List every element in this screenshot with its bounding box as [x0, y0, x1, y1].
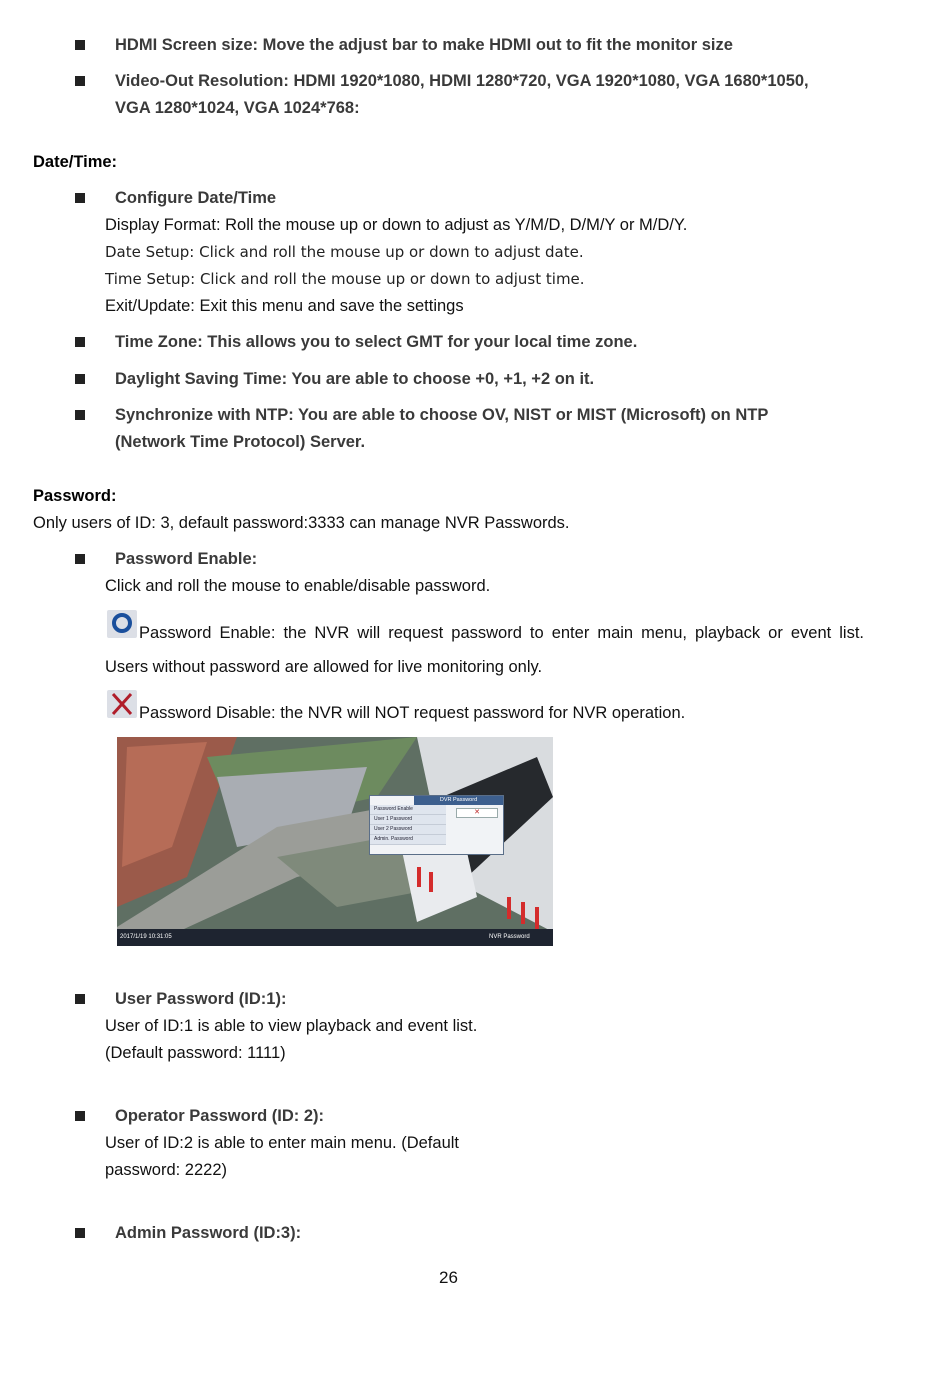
bullet-marker: [75, 337, 85, 347]
password-enable-desc: Click and roll the mouse to enable/disable password.: [105, 577, 491, 595]
bullet-marker: [75, 1111, 85, 1121]
video-out-line1: Video-Out Resolution: HDMI 1920*1080, HDMI 1280*720, VGA 1920*1080, VGA 1680*1050,: [115, 72, 809, 90]
bullet-marker: [75, 554, 85, 564]
bullet-marker: [75, 994, 85, 1004]
operator-password-line1: User of ID:2 is able to enter main menu. (Default: [105, 1134, 459, 1152]
nvr-status-bar: [117, 929, 553, 946]
operator-password-title: Operator Password (ID: 2):: [115, 1107, 325, 1125]
status-bar-label: NVR Password: [489, 934, 530, 940]
nvr-password-screenshot: [117, 737, 553, 946]
time-zone-item: Time Zone: This allows you to select GMT for your local time zone.: [115, 333, 638, 351]
page-number: 26: [439, 1268, 458, 1287]
bullet-marker: [75, 40, 85, 50]
ntp-line1: Synchronize with NTP: You are able to choose OV, NIST or MIST (Microsoft) on NTP: [115, 406, 769, 424]
user-password-line1: User of ID:1 is able to view playback and event list.: [105, 1017, 478, 1035]
dialog-row[interactable]: Password Enable: [370, 805, 446, 815]
bullet-marker: [75, 1228, 85, 1238]
password-heading: Password:: [33, 487, 117, 505]
video-out-line2: VGA 1280*1024, VGA 1024*768:: [115, 99, 360, 117]
bullet-marker: [75, 76, 85, 86]
configure-date-time: Configure Date/Time: [115, 189, 277, 207]
operator-password-line2: password: 2222): [105, 1161, 227, 1179]
status-bar-datetime: 2017/1/19 10:31:05: [120, 934, 172, 940]
user-password-title: User Password (ID:1):: [115, 990, 287, 1008]
ntp-line2: (Network Time Protocol) Server.: [115, 433, 366, 451]
user-password-line2: (Default password: 1111): [105, 1044, 286, 1062]
hdmi-screen-size-item: HDMI Screen size: Move the adjust bar to make HDMI out to fit the monitor size: [115, 36, 733, 54]
password-enable-on-line1: Password Enable: the NVR will request password to enter main menu, playback or event list.: [139, 624, 864, 642]
date-setup-text: Date Setup: Click and roll the mouse up or down to adjust date.: [105, 243, 584, 261]
exit-update-text: Exit/Update: Exit this menu and save the settings: [105, 297, 464, 315]
time-setup-text: Time Setup: Click and roll the mouse up or down to adjust time.: [105, 270, 585, 288]
display-format-text: Display Format: Roll the mouse up or down to adjust as Y/M/D, D/M/Y or M/D/Y.: [105, 216, 688, 234]
dvr-password-dialog: [369, 795, 504, 855]
dialog-row[interactable]: User 2 Password: [370, 825, 446, 835]
daylight-saving-item: Daylight Saving Time: You are able to choose +0, +1, +2 on it.: [115, 370, 595, 388]
admin-password-title: Admin Password (ID:3):: [115, 1224, 302, 1242]
bullet-marker: [75, 374, 85, 384]
password-intro: Only users of ID: 3, default password:3333 can manage NVR Passwords.: [33, 514, 570, 532]
bullet-marker: [75, 193, 85, 203]
password-enable-value[interactable]: ✕: [456, 808, 498, 818]
bullet-marker: [75, 410, 85, 420]
dialog-row[interactable]: Admin. Password: [370, 835, 446, 845]
password-enable-title: Password Enable:: [115, 550, 258, 568]
password-disable-text: Password Disable: the NVR will NOT request password for NVR operation.: [139, 704, 686, 722]
disabled-x-icon: [107, 690, 137, 718]
dialog-title: DVR Password: [414, 796, 503, 805]
password-enable-on-line2: Users without password are allowed for live monitoring only.: [105, 658, 543, 676]
date-time-heading: Date/Time:: [33, 153, 118, 171]
dialog-row[interactable]: User 1 Password: [370, 815, 446, 825]
enabled-circle-icon: [107, 610, 137, 638]
